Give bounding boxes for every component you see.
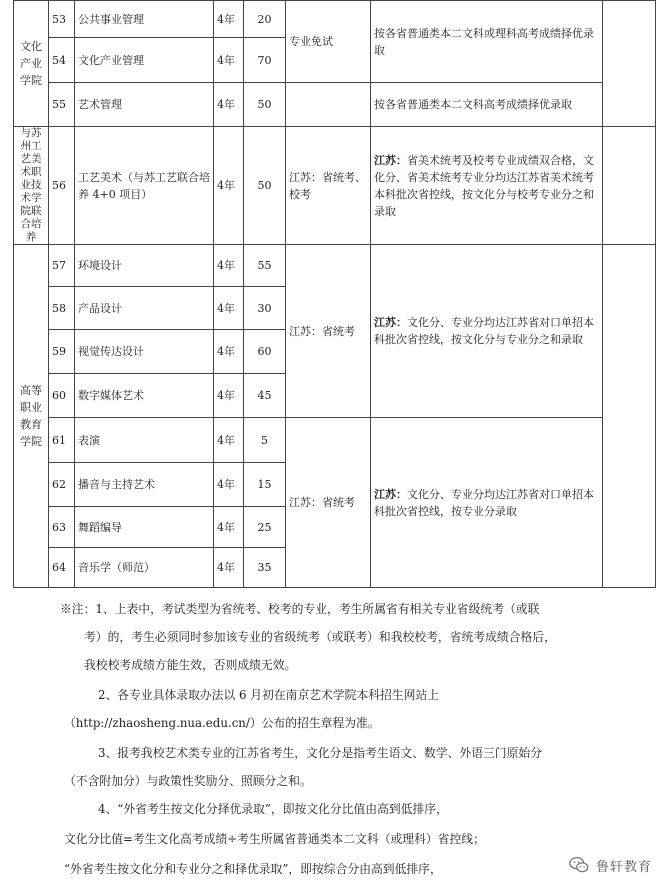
note-line: 4、“外省考生按文化分择优录取”，即按文化分比值由高到低排序，: [98, 802, 448, 816]
major-name: 视觉传达设计: [75, 330, 214, 374]
quota: 5: [244, 418, 286, 463]
major-no: 55: [49, 83, 75, 127]
years: 4年: [214, 1, 244, 38]
major-name: 工艺美术（与苏工艺联合培养 4+0 项目）: [75, 127, 214, 245]
table-row: [14, 245, 656, 287]
note-line: （http://zhaosheng.nua.edu.cn/）公布的招生章程为准。: [64, 716, 380, 730]
table-row: [14, 418, 656, 463]
years: 4年: [214, 245, 244, 287]
exam-type: 江苏：省统考、校考: [286, 127, 371, 245]
major-no: 58: [49, 287, 75, 330]
major-no: 54: [49, 38, 75, 83]
dept-cell: 与苏州工艺美术职业技术学院联合培养: [14, 127, 49, 245]
major-name: 艺术管理: [75, 83, 214, 127]
major-no: 61: [49, 418, 75, 463]
admission-rule: 按各省普通类本二文科高考成绩择优录取: [371, 83, 603, 127]
rule-province: 江苏：: [374, 487, 407, 501]
note-line: ※注：1、上表中，考试类型为省统考、校考的专业，考生所属省有相关专业省级统考（或联: [60, 602, 540, 616]
table-row: [14, 1, 656, 38]
years: 4年: [214, 418, 244, 463]
exam-type: 江苏：省统考: [286, 418, 371, 588]
rule-text: 省美术统考及校考专业成绩双合格，文化分、省美术统考专业分均达江苏省美术统考本科批次省控线，按文化分与校考专业分之和录取: [374, 153, 594, 218]
note-line: 文化分比值=考生文化高考成绩÷考生所属省普通类本二文科（或理科）省控线；: [64, 832, 485, 846]
admission-rule: [371, 418, 603, 588]
years: 4年: [214, 83, 244, 127]
note-line: “外省考生按文化分和专业分之和择优录取”，即按综合分由高到低排序，: [64, 862, 442, 876]
major-name: 音乐学（师范）: [75, 548, 214, 588]
watermark: [568, 854, 652, 876]
quota: 20: [244, 1, 286, 38]
years: 4年: [214, 38, 244, 83]
remark-cell: [603, 127, 656, 245]
exam-type: [286, 83, 371, 127]
quota: 15: [244, 463, 286, 507]
major-no: 60: [49, 374, 75, 418]
remark-cell: [603, 245, 656, 588]
rule-text: 文化分、专业分均达江苏省对口单招本科批次省控线，按专业分录取: [374, 487, 594, 518]
major-no: 59: [49, 330, 75, 374]
rule-text: 文化分、专业分均达江苏省对口单招本科批次省控线，按文化分与专业分之和录取: [374, 316, 594, 346]
major-no: 57: [49, 245, 75, 287]
note-line: 3、报考我校艺术类专业的江苏省考生，文化分是指考生语文、数学、外语三门原始分: [98, 746, 542, 760]
major-no: 62: [49, 463, 75, 507]
rule-province: 江苏：: [374, 316, 407, 329]
years: 4年: [214, 287, 244, 330]
years: 4年: [214, 127, 244, 245]
years: 4年: [214, 507, 244, 548]
major-name: 公共事业管理: [75, 1, 214, 38]
quota: 45: [244, 374, 286, 418]
table-row: [14, 83, 656, 127]
dept-cell: 高等职业教育学院: [14, 245, 49, 588]
note-line: 2、各专业具体录取办法以 6 月初在南京艺术学院本科招生网站上: [98, 688, 440, 702]
exam-type: 专业免试: [286, 1, 371, 83]
major-name: 环境设计: [75, 245, 214, 287]
remark-cell: [603, 1, 656, 127]
years: 4年: [214, 330, 244, 374]
wechat-icon: [568, 854, 590, 876]
major-name: 舞蹈编导: [75, 507, 214, 548]
major-no: 56: [49, 127, 75, 245]
note-line: 我校校考成绩方能生效，否则成绩无效。: [84, 658, 297, 672]
major-name: 播音与主持艺术: [75, 463, 214, 507]
note-line: （不含附加分）与政策性奖励分、照顾分之和。: [64, 774, 312, 788]
major-no: 63: [49, 507, 75, 548]
major-no: 64: [49, 548, 75, 588]
quota: 55: [244, 245, 286, 287]
dept-cell: 文化产业学院: [14, 1, 49, 127]
table-row: [14, 127, 656, 245]
rule-province: 江苏：: [374, 153, 407, 167]
major-name: 文化产业管理: [75, 38, 214, 83]
years: 4年: [214, 548, 244, 588]
admissions-table: [13, 0, 656, 588]
exam-type: 江苏：省统考: [286, 245, 371, 418]
admission-rule: 按各省普通类本二文科或理科高考成绩择优录取: [371, 1, 603, 83]
watermark-text: 鲁轩教育: [595, 859, 652, 875]
major-name: 产品设计: [75, 287, 214, 330]
quota: 50: [244, 127, 286, 245]
quota: 35: [244, 548, 286, 588]
years: 4年: [214, 374, 244, 418]
quota: 50: [244, 83, 286, 127]
years: 4年: [214, 463, 244, 507]
major-name: 数字媒体艺术: [75, 374, 214, 418]
quota: 60: [244, 330, 286, 374]
admission-rule: [371, 245, 603, 418]
quota: 30: [244, 287, 286, 330]
note-line: 考）的，考生必须同时参加该专业的省级统考（或联考）和我校校考，省统考成绩合格后，: [84, 630, 556, 644]
quota: 25: [244, 507, 286, 548]
major-no: 53: [49, 1, 75, 38]
major-name: 表演: [75, 418, 214, 463]
admission-rule: [371, 127, 603, 245]
quota: 70: [244, 38, 286, 83]
